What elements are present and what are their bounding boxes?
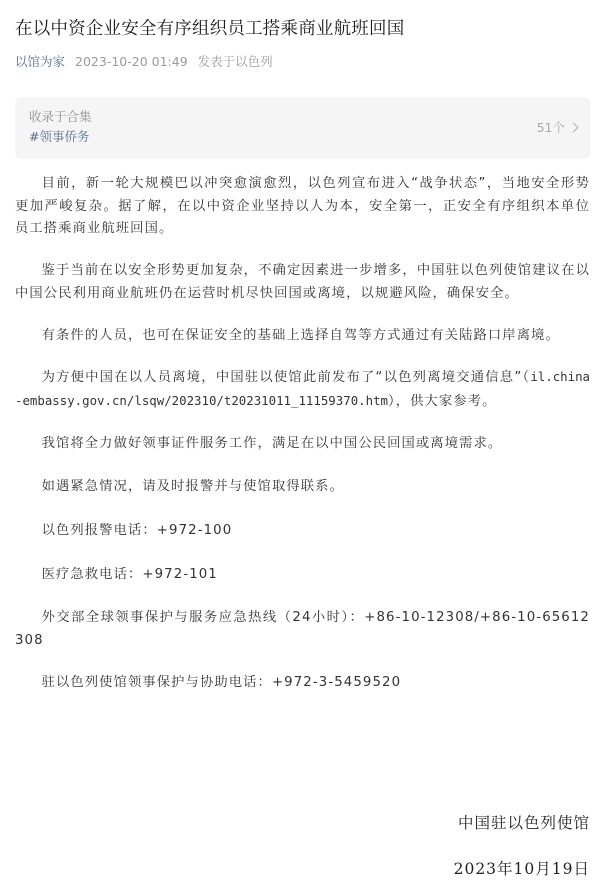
publish-location: 发表于以色列	[197, 54, 273, 69]
collection-card[interactable]	[15, 97, 590, 159]
paragraph: 有条件的人员，也可在保证安全的基础上选择自驾等方式通过有关陆路口岸离境。	[41, 327, 560, 343]
hotline-phone: 外交部全球领事保护与服务应急热线（24小时）：+86-10-12308/+86-10-65612308	[15, 610, 590, 649]
signature-date: 2023年10月19日	[453, 860, 590, 878]
collection-label: 收录于合集	[29, 109, 92, 124]
article-body	[15, 173, 590, 695]
paragraph-text: 为方便中国在以人员离境，中国驻以使馆此前发布了“以色列离境交通信息”（	[41, 370, 531, 386]
paragraph-text: ），供大家参考。	[388, 393, 497, 409]
paragraph: 如遇紧急情况，请及时报警并与使馆取得联系。	[41, 479, 344, 495]
paragraph: 鉴于当前在以安全形势更加复杂，不确定因素进一步增多，中国驻以色列使馆建议在以中国公民利用商业航班仍在运营时机尽快回国或离境，以规避风险，确保安全。	[15, 263, 590, 301]
author-link[interactable]: 以馆为家	[15, 54, 66, 69]
embassy-phone: 驻以色列使馆领事保护与协助电话：+972-3-5459520	[41, 674, 402, 690]
publish-datetime: 2023-10-20 01:49	[75, 54, 188, 69]
chevron-right-icon	[569, 122, 579, 132]
article-title: 在以中资企业安全有序组织员工搭乘商业航班回国	[15, 19, 405, 39]
collection-count[interactable]	[537, 118, 577, 136]
collection-count-text: 51个	[536, 120, 565, 135]
collection-tag[interactable]: #领事侨务	[29, 129, 90, 144]
paragraph: 目前，新一轮大规模巴以冲突愈演愈烈，以色列宣布进入“战争状态”，当地安全形势更加严峻复杂。据了解，在以中资企业坚持以人为本，安全第一，正安全有序组织本单位员工搭乘商业航班回国。	[15, 176, 590, 237]
signature-org: 中国驻以色列使馆	[457, 814, 590, 832]
police-phone: 以色列报警电话：+972-100	[41, 523, 233, 539]
article-meta	[15, 53, 590, 71]
paragraph: 我馆将全力做好领事证件服务工作，满足在以中国公民回国或离境需求。	[41, 435, 503, 451]
paragraph	[15, 366, 590, 413]
embassy-url-text: il.china-embassy.gov.cn/lsqw/202310/t20231011_11159370.htm	[15, 369, 590, 408]
emergency-phone: 医疗急救电话：+972-101	[41, 566, 218, 582]
